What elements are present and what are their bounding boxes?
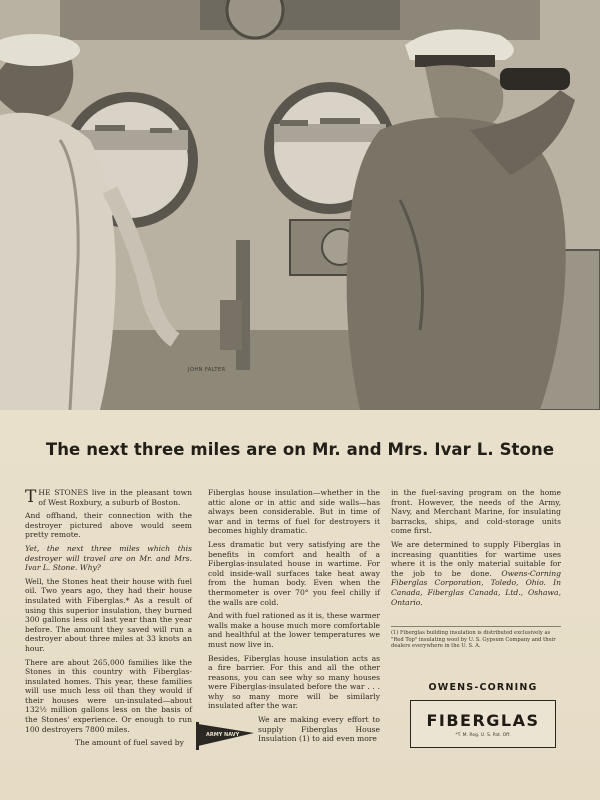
paragraph-text: We are determined to supply Fiberglas in increasing quantities for wartime uses where it is the only material suitable for the job to be done.: [391, 539, 561, 578]
paragraph: We are making every effort to supply Fiberglas House Insulation (1) to aid even more: [258, 715, 380, 744]
pennant-text: ARMY NAVY: [206, 732, 240, 738]
paragraph: And offhand, their connection with the destroyer pictured above would seem pretty remote.: [25, 511, 192, 540]
army-navy-pennant-icon: [196, 718, 256, 752]
artist-signature: JOHN FALTER: [188, 367, 226, 373]
paragraph: Yet, the next three miles which this destroyer will travel are on Mr. and Mrs. Ivar L. Stone. Why?: [25, 543, 192, 573]
paragraph: There are about 265,000 families like the Stones in this country with Fiberglas-insulated homes. This year, these families will use much less oil than they would if their houses were un-insulated—about 132½ million gallons less on the basis of the Stones' experience. Or enough to run 100 destroyers 7800 miles.: [25, 657, 192, 734]
paragraph: Well, the Stones heat their house with fuel oil. Two years ago, they had their house insulated with Fiberglas.* As a result of using this superior insulation, they burned 300 gallons less oil last year than the year before. The amount they saved will run a destroyer about three miles at 33 knots an hour.: [25, 576, 192, 653]
body-column-1: [25, 488, 192, 752]
paragraph-text: HE STONES live in the pleasant town of West Roxbury, a suburb of Boston.: [38, 488, 192, 507]
body-column-3: [391, 488, 561, 611]
paragraph: [25, 488, 192, 507]
brand-name: FIBERGLAS: [426, 711, 540, 730]
company-address: Owens-Corning Fiberglas Corporation, Toledo, Ohio. In Canada, Fiberglas Canada, Ltd., Oshawa, Ontario.: [391, 568, 562, 607]
body-column-2: [208, 488, 380, 748]
paragraph: in the fuel-saving program on the home front. However, the needs of the Army, Navy, and Merchant Marine, for insulating barracks, ships, and cold-storage units come first.: [391, 488, 561, 536]
paragraph: Fiberglas house insulation—whether in the attic alone or in attic and side walls—has always been considerable. But in time of war and in terms of fuel for destroyers it becomes highly dramatic.: [208, 488, 380, 536]
fiberglas-logo: [410, 700, 556, 748]
paragraph: The amount of fuel saved by: [75, 738, 184, 748]
paragraph: Besides, Fiberglas house insulation acts as a fire barrier. For this and all the other reasons, you can see why so many houses were Fiberglas-insulated before the war . . . why so many more will be similarly insulated after the war.: [208, 653, 380, 711]
trademark-note: *T. M. Reg. U. S. Pat. Off.: [455, 733, 511, 738]
paragraph: And with fuel rationed as it is, these warmer walls make a house much more comfortable and healthful at the lower temperatures we must now live in.: [208, 611, 380, 649]
paragraph: [391, 540, 561, 607]
paragraph: Less dramatic but very satisfying are the benefits in comfort and health of a Fiberglas-insulated house in wartime. For cold inside-wall surfaces take heat away from the human body. Even when the thermometer is over 70° you feel chilly if the walls are cold.: [208, 539, 380, 607]
footnote: (1) Fiberglas building insulation is distributed exclusively as "Red Top" insulating wool by U. S. Gypsum Company and their dealers everywhere in the U. S. A.: [391, 626, 561, 650]
company-name: OWENS-CORNING: [428, 682, 538, 693]
drop-cap: T: [25, 487, 37, 507]
headline: The next three miles are on Mr. and Mrs. Ivar L. Stone: [45, 440, 555, 459]
